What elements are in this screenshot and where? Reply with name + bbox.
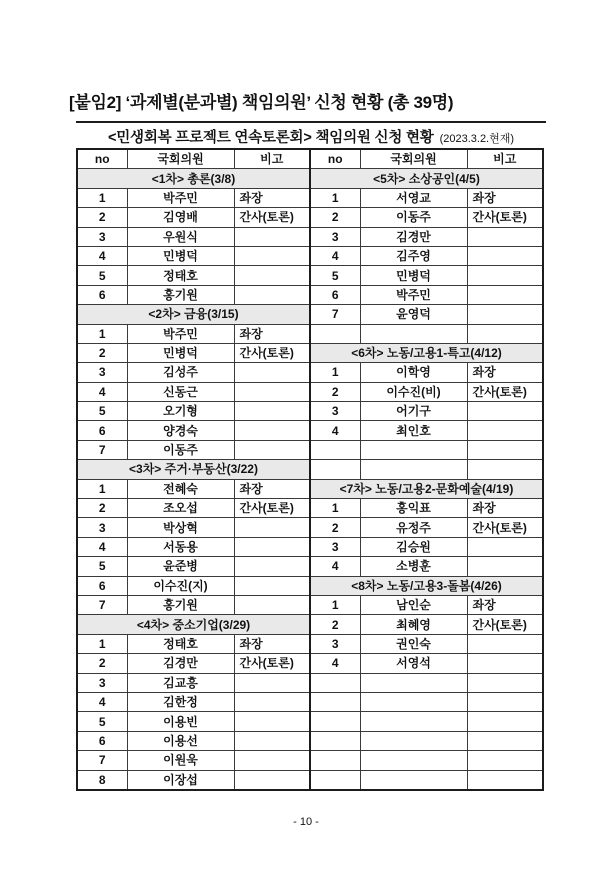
member-no-cell: 4 [310,246,360,265]
member-no-cell: 1 [310,363,360,382]
member-note-cell [234,421,310,440]
member-name-cell: 소병훈 [360,557,467,576]
member-note-cell [234,363,310,382]
member-note-cell [234,751,310,770]
column-header: no [77,149,127,169]
member-note-cell: 간사(토론) [467,382,543,401]
member-note-cell [234,285,310,304]
member-note-cell [467,324,543,343]
roster-table [76,148,544,791]
member-name-cell: 김승원 [360,537,467,556]
table-row [77,227,543,246]
member-name-cell [360,324,467,343]
session-header-cell: <6차> 노동/고용1-특고(4/12) [310,343,543,362]
member-name-cell: 이원욱 [127,751,234,770]
table-row [77,208,543,227]
member-no-cell: 4 [77,537,127,556]
member-note-cell: 좌장 [467,499,543,518]
member-no-cell: 2 [77,208,127,227]
member-no-cell: 3 [310,537,360,556]
member-name-cell: 이학영 [360,363,467,382]
member-no-cell: 4 [310,421,360,440]
member-note-cell [467,266,543,285]
member-no-cell: 6 [77,285,127,304]
member-no-cell: 5 [310,266,360,285]
page-number: - 10 - [293,816,319,828]
member-no-cell: 5 [77,266,127,285]
member-no-cell: 2 [310,518,360,537]
member-name-cell [360,440,467,459]
member-note-cell [467,673,543,692]
member-note-cell [467,712,543,731]
table-row [77,712,543,731]
member-note-cell [467,692,543,711]
column-header: 비고 [234,149,310,169]
member-no-cell: 3 [310,227,360,246]
member-note-cell: 간사(토론) [467,615,543,634]
member-name-cell: 김한정 [127,692,234,711]
member-name-cell: 남인순 [360,595,467,614]
member-note-cell [234,440,310,459]
table-row [77,673,543,692]
member-note-cell [234,673,310,692]
member-note-cell [234,731,310,750]
member-no-cell: 1 [310,499,360,518]
member-note-cell [467,421,543,440]
member-name-cell: 신동근 [127,382,234,401]
member-name-cell: 최혜영 [360,615,467,634]
member-no-cell [310,770,360,790]
table-row [77,518,543,537]
member-name-cell: 홍기원 [127,595,234,614]
member-name-cell: 박주민 [127,324,234,343]
table-row [77,421,543,440]
member-note-cell [467,246,543,265]
table-row [77,557,543,576]
member-note-cell [234,402,310,421]
member-no-cell: 2 [77,343,127,362]
member-note-cell: 간사(토론) [234,654,310,673]
member-no-cell: 2 [310,382,360,401]
member-no-cell: 2 [310,615,360,634]
member-no-cell [310,692,360,711]
member-note-cell: 좌장 [467,595,543,614]
member-note-cell [467,305,543,324]
member-no-cell: 1 [77,324,127,343]
member-name-cell [360,731,467,750]
member-name-cell [360,460,467,479]
table-row [77,363,543,382]
table-row [77,479,543,498]
member-name-cell: 민병덕 [360,266,467,285]
member-note-cell [467,402,543,421]
session-header-cell: <4차> 중소기업(3/29) [77,615,310,634]
member-name-cell: 이동주 [127,440,234,459]
member-no-cell: 1 [310,188,360,207]
member-no-cell: 6 [77,576,127,595]
member-note-cell [234,692,310,711]
member-no-cell: 1 [77,479,127,498]
member-note-cell: 좌장 [467,188,543,207]
member-no-cell: 1 [310,595,360,614]
member-no-cell [310,731,360,750]
member-note-cell: 좌장 [234,634,310,653]
member-note-cell: 간사(토론) [467,518,543,537]
member-name-cell: 이장섭 [127,770,234,790]
member-no-cell: 3 [77,673,127,692]
table-row [77,692,543,711]
member-name-cell: 전혜숙 [127,479,234,498]
member-name-cell: 양경숙 [127,421,234,440]
member-note-cell [234,537,310,556]
member-no-cell: 7 [77,440,127,459]
member-name-cell: 윤준병 [127,557,234,576]
table-row [77,324,543,343]
member-no-cell: 7 [310,305,360,324]
member-no-cell: 1 [77,188,127,207]
table-row [77,305,543,324]
member-note-cell: 좌장 [234,479,310,498]
member-note-cell: 간사(토론) [234,343,310,362]
member-no-cell: 4 [77,382,127,401]
member-note-cell: 간사(토론) [467,208,543,227]
member-name-cell [360,692,467,711]
table-row [77,440,543,459]
member-name-cell: 김영배 [127,208,234,227]
member-name-cell: 이수진(비) [360,382,467,401]
member-note-cell [467,751,543,770]
table-row [77,654,543,673]
table-row [77,576,543,595]
member-name-cell: 홍기원 [127,285,234,304]
session-header-cell: <1차> 총론(3/8) [77,169,310,188]
member-name-cell: 민병덕 [127,343,234,362]
table-row [77,770,543,790]
table-row [77,460,543,479]
member-name-cell: 정태호 [127,634,234,653]
member-note-cell [467,537,543,556]
session-header-cell: <8차> 노동/고용3-돌봄(4/26) [310,576,543,595]
member-note-cell [467,440,543,459]
member-no-cell: 5 [77,402,127,421]
member-no-cell [310,324,360,343]
session-header-cell: <3차> 주거·부동산(3/22) [77,460,310,479]
table-row [77,499,543,518]
column-header: 국회의원 [360,149,467,169]
member-note-cell [467,634,543,653]
table-row [77,537,543,556]
member-no-cell: 4 [77,692,127,711]
member-name-cell: 홍익표 [360,499,467,518]
document-title: [붙임2] ‘과제별(분과별) 책임의원’ 신청 현황 (총 39명) [69,93,454,112]
table-header-row [77,149,543,169]
table-row [77,595,543,614]
table-row [77,402,543,421]
table-row [77,266,543,285]
member-name-cell: 김주영 [360,246,467,265]
table-row [77,731,543,750]
member-note-cell [234,266,310,285]
member-name-cell: 권인숙 [360,634,467,653]
member-name-cell: 이수진(지) [127,576,234,595]
member-no-cell: 6 [310,285,360,304]
member-name-cell: 이용빈 [127,712,234,731]
member-no-cell [310,673,360,692]
table-row [77,615,543,634]
member-name-cell: 어기구 [360,402,467,421]
member-no-cell: 4 [310,557,360,576]
member-name-cell: 오기형 [127,402,234,421]
member-no-cell: 3 [77,518,127,537]
member-no-cell: 4 [310,654,360,673]
member-note-cell: 간사(토론) [234,499,310,518]
member-no-cell [310,440,360,459]
member-name-cell: 윤영덕 [360,305,467,324]
member-note-cell: 좌장 [467,363,543,382]
member-name-cell: 박주민 [360,285,467,304]
member-name-cell: 정태호 [127,266,234,285]
member-note-cell: 좌장 [234,324,310,343]
table-row [77,285,543,304]
member-no-cell: 3 [310,402,360,421]
member-note-cell [467,770,543,790]
member-no-cell: 2 [310,208,360,227]
caption-rule [76,121,546,123]
member-no-cell: 7 [77,751,127,770]
member-note-cell [234,557,310,576]
member-name-cell: 최인호 [360,421,467,440]
table-row [77,751,543,770]
member-note-cell: 간사(토론) [234,208,310,227]
member-name-cell [360,673,467,692]
table-row [77,169,543,188]
member-note-cell [467,227,543,246]
member-no-cell [310,460,360,479]
table-row [77,246,543,265]
member-note-cell [467,654,543,673]
member-name-cell: 서동용 [127,537,234,556]
member-name-cell: 조오섭 [127,499,234,518]
member-note-cell: 좌장 [234,188,310,207]
member-note-cell [234,712,310,731]
session-header-cell: <2차> 금융(3/15) [77,305,310,324]
member-no-cell: 6 [77,421,127,440]
member-note-cell [467,285,543,304]
member-note-cell [467,731,543,750]
member-no-cell: 1 [77,634,127,653]
member-note-cell [234,382,310,401]
member-name-cell: 우원식 [127,227,234,246]
column-header: 국회의원 [127,149,234,169]
member-name-cell [360,751,467,770]
member-note-cell [467,460,543,479]
table-caption-text: <민생회복 프로젝트 연속토론회> 책임의원 신청 현황 [107,130,434,146]
member-no-cell: 2 [77,499,127,518]
member-note-cell [234,576,310,595]
member-note-cell [234,227,310,246]
member-no-cell [310,712,360,731]
member-note-cell [467,557,543,576]
member-name-cell: 김경만 [360,227,467,246]
table-caption [76,126,546,147]
table-row [77,343,543,362]
table-caption-date: (2023.3.2.현재) [439,133,515,145]
member-no-cell: 7 [77,595,127,614]
table-row [77,188,543,207]
member-name-cell: 이용선 [127,731,234,750]
member-no-cell: 2 [77,654,127,673]
member-no-cell: 3 [77,363,127,382]
member-name-cell: 김성주 [127,363,234,382]
member-no-cell: 4 [77,246,127,265]
member-name-cell: 유정주 [360,518,467,537]
member-note-cell [234,770,310,790]
member-name-cell: 이동주 [360,208,467,227]
member-no-cell: 3 [77,227,127,246]
column-header: 비고 [467,149,543,169]
member-name-cell: 박주민 [127,188,234,207]
session-header-cell: <7차> 노동/고용2-문화예술(4/19) [310,479,543,498]
member-no-cell: 8 [77,770,127,790]
session-header-cell: <5차> 소상공인(4/5) [310,169,543,188]
member-name-cell: 민병덕 [127,246,234,265]
member-no-cell: 3 [310,634,360,653]
member-name-cell: 서영석 [360,654,467,673]
member-name-cell: 김교흥 [127,673,234,692]
member-no-cell: 5 [77,712,127,731]
column-header: no [310,149,360,169]
table-row [77,634,543,653]
member-note-cell [234,518,310,537]
member-note-cell [234,246,310,265]
member-name-cell [360,712,467,731]
member-name-cell: 박상혁 [127,518,234,537]
member-no-cell: 6 [77,731,127,750]
member-name-cell: 김경만 [127,654,234,673]
member-no-cell [310,751,360,770]
table-row [77,382,543,401]
member-name-cell [360,770,467,790]
member-name-cell: 서영교 [360,188,467,207]
member-no-cell: 5 [77,557,127,576]
member-note-cell [234,595,310,614]
